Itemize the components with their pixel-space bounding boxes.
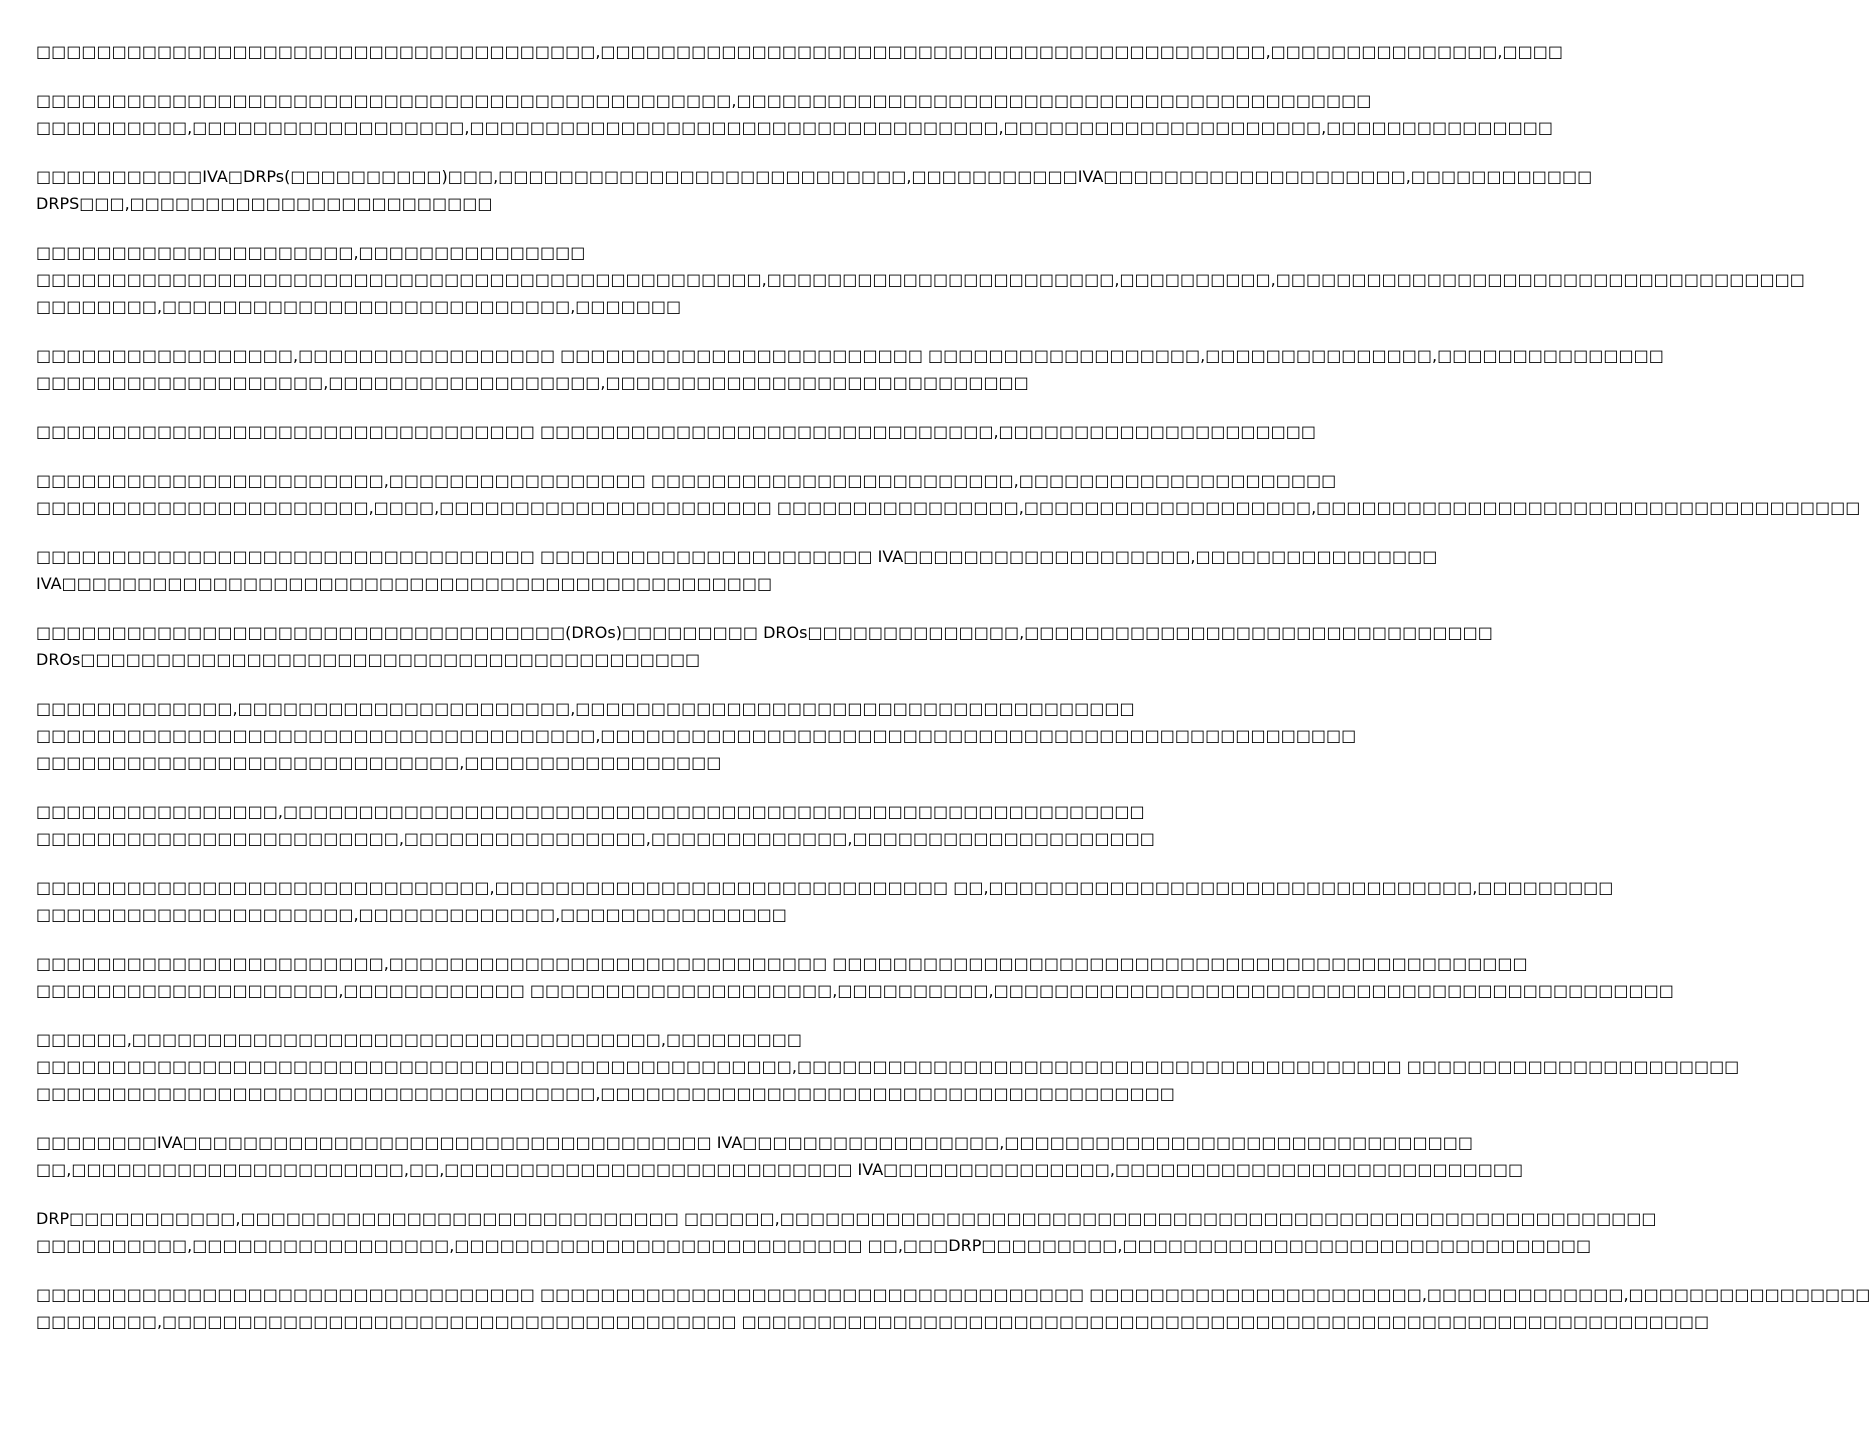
text-line: □□□□□□□□□□□□□□□□□□□□□□□□□□□□□□□□□□□□□,□□□□□□□□□□□□□□□□□□□□□□□□□□□□□□□□□□□□□□□□□□□□,□□□□□□□□□□□□□□□,□□□□ xyxy=(36,42,1563,61)
text-line: DRPS□□□,□□□□□□□□□□□□□□□□□□□□□□□□ xyxy=(36,194,493,213)
paragraph xyxy=(36,619,1493,673)
text-line: □□□□□□□□,□□□□□□□□□□□□□□□□□□□□□□□□□□□□□□□□□□□□□□ □□□□□□□□□□□□□□□□□□□□□□□□□□□□□□□□□□□□□□□□□□□□□□□□□□□□□□□□□□□□□□□□ xyxy=(36,1312,1710,1331)
paragraph xyxy=(36,543,1438,597)
text-line: □□□□□□□□□□□□□□□□□□□□,□□□□□□□□□□□□ □□□□□□□□□□□□□□□□□□□□,□□□□□□□□□□,□□□□□□□□□□□□□□□□□□□□□□□□□□□□□□□□□□□□□□□□□□□□□ xyxy=(36,981,1674,1000)
text-line: □□□□□□□□□□□□□□□□□□□□□□□□□□□□□□□□□□□□□□□□□□□□□□□□,□□□□□□□□□□□□□□□□□□□□□□□,□□□□□□□□□□,□□□□□□□□□□□□□□□□□□□□□□□□□□□□□□□□□□□ xyxy=(36,270,1805,289)
text-line: □□□□□□□□□□□□□□□□,□□□□□□□□□□□□□□□□□□□□□□□□□□□□□□□□□□□□□□□□□□□□□□□□□□□□□□□□□ xyxy=(36,802,1145,821)
paragraph xyxy=(36,467,1861,521)
paragraph xyxy=(36,1129,1524,1183)
paragraph xyxy=(36,239,1805,320)
text-line: □□□□□□□□,□□□□□□□□□□□□□□□□□□□□□□□□□□□,□□□□□□□ xyxy=(36,297,682,316)
text-line: □□□□□□□□□□□□□□□□□□□□□□□□□□□□□□□□□□□(DROs)□□□□□□□□□ DROs□□□□□□□□□□□□□□,□□□□□□□□□□□□□□□□□□□□□□□□□□□□□□□ xyxy=(36,623,1493,642)
paragraph xyxy=(36,1205,1657,1259)
paragraph xyxy=(36,950,1674,1004)
text-line: □□,□□□□□□□□□□□□□□□□□□□□□□,□□,□□□□□□□□□□□□□□□□□□□□□□□□□□□ IVA□□□□□□□□□□□□□□□,□□□□□□□□□□□□□□□□□□□□□□□□□□□ xyxy=(36,1160,1524,1179)
text-line: □□□□□□□□□□□□□□□□□□□□□□□□□□□□,□□□□□□□□□□□□□□□□□ xyxy=(36,753,722,772)
text-line: □□□□□□□□□□□□□□□□□□□□□□□□,□□□□□□□□□□□□□□□□,□□□□□□□□□□□□□,□□□□□□□□□□□□□□□□□□□□ xyxy=(36,829,1155,848)
text-line: □□□□□□□□□□□□□□□□□□□□□□□,□□□□□□□□□□□□□□□□□ □□□□□□□□□□□□□□□□□□□□□□□□,□□□□□□□□□□□□□□□□□□□□□ xyxy=(36,471,1337,490)
text-line: □□□□□□□□□□□□□□□□□,□□□□□□□□□□□□□□□□□ □□□□□□□□□□□□□□□□□□□□□□□□ □□□□□□□□□□□□□□□□□□,□□□□□□□□□□□□□□□,□□□□□□□□□□□□□□□ xyxy=(36,346,1664,365)
text-line: DROs□□□□□□□□□□□□□□□□□□□□□□□□□□□□□□□□□□□□□□□□□ xyxy=(36,650,701,669)
paragraph xyxy=(36,38,1563,65)
text-line: □□□□□□□□□□□□□,□□□□□□□□□□□□□□□□□□□□□□,□□□□□□□□□□□□□□□□□□□□□□□□□□□□□□□□□□□□□ xyxy=(36,699,1135,718)
paragraph xyxy=(36,874,1614,928)
paragraph xyxy=(36,798,1155,852)
text-line: □□□□□□□□□□□□□□□□□□□□□□□□□□□□□□□□□□□□□□□□□□□□□□,□□□□□□□□□□□□□□□□□□□□□□□□□□□□□□□□□□□□□□□□□□ xyxy=(36,91,1372,110)
paragraph xyxy=(36,342,1664,396)
text-line: □□□□□□□□IVA□□□□□□□□□□□□□□□□□□□□□□□□□□□□□□□□□□□ IVA□□□□□□□□□□□□□□□□□,□□□□□□□□□□□□□□□□□□□□□□□□□□□□□□□ xyxy=(36,1133,1474,1152)
paragraph xyxy=(36,418,1317,445)
text-line: □□□□□□□□□□□□□□□□□□□□□□□□□□□□□□□□□ □□□□□□□□□□□□□□□□□□□□□□ IVA□□□□□□□□□□□□□□□□□□□,□□□□□□□□□□□□□□□□ xyxy=(36,547,1438,566)
text-line: □□□□□□□□□□□□□□□□□□□□□□□□□□□□□□□□□□□□□,□□□□□□□□□□□□□□□□□□□□□□□□□□□□□□□□□□□□□□ xyxy=(36,1084,1175,1103)
text-line: IVA□□□□□□□□□□□□□□□□□□□□□□□□□□□□□□□□□□□□□□□□□□□□□□□ xyxy=(36,574,773,593)
text-line: □□□□□□,□□□□□□□□□□□□□□□□□□□□□□□□□□□□□□□□□□□,□□□□□□□□□ xyxy=(36,1030,803,1049)
text-line: □□□□□□□□□□□□□□□□□□□□□□□,□□□□□□□□□□□□□□□□□□□□□□□□□□□□□ □□□□□□□□□□□□□□□□□□□□□□□□□□□□□□□□□□□□□□□□□□□□□□ xyxy=(36,954,1528,973)
text-line: □□□□□□□□□□□□□□□□□□□□□,□□□□□□□□□□□□□□□ xyxy=(36,243,586,262)
text-line: □□□□□□□□□□□□□□□□□□□□□□□□□□□□□□□□□□□□□□□□□□□□□□□□□□,□□□□□□□□□□□□□□□□□□□□□□□□□□□□□□□□□□□□□□□□ □□□□□□□□□□□□□□□□□□□□□□ xyxy=(36,1057,1740,1076)
text-line: □□□□□□□□□□□□□□□□□□□□□□□□□□□□□□,□□□□□□□□□□□□□□□□□□□□□□□□□□□□□□ □□,□□□□□□□□□□□□□□□□□□□□□□□□□□□□□□□□,□□□□□□□□□ xyxy=(36,878,1614,897)
text-line: □□□□□□□□□□□□□□□□□□□□□,□□□□□□□□□□□□□,□□□□□□□□□□□□□□□ xyxy=(36,905,787,924)
paragraph xyxy=(36,87,1553,141)
text-line: □□□□□□□□□□,□□□□□□□□□□□□□□□□□□,□□□□□□□□□□□□□□□□□□□□□□□□□□□□□□□□□□□,□□□□□□□□□□□□□□□□□□□□□,□□□□□□□□□□□□□□□ xyxy=(36,118,1553,137)
paragraph xyxy=(36,163,1593,217)
text-line: □□□□□□□□□□□IVA□DRPs(□□□□□□□□□□)□□□,□□□□□□□□□□□□□□□□□□□□□□□□□□□,□□□□□□□□□□□IVA□□□□□□□□□□□□□□□□□□□□,□□□□□□□□□□□□ xyxy=(36,167,1593,186)
text-line: □□□□□□□□□□□□□□□□□□□,□□□□□□□□□□□□□□□□□□,□□□□□□□□□□□□□□□□□□□□□□□□□□□□ xyxy=(36,373,1029,392)
text-line: □□□□□□□□□□□□□□□□□□□□□□□□□□□□□□□□□□□□□,□□□□□□□□□□□□□□□□□□□□□□□□□□□□□□□□□□□□□□□□□□□□□□□□□□ xyxy=(36,726,1357,745)
paragraph xyxy=(36,695,1357,776)
text-line: DRP□□□□□□□□□□□,□□□□□□□□□□□□□□□□□□□□□□□□□□□□□ □□□□□□,□□□□□□□□□□□□□□□□□□□□□□□□□□□□□□□□□□□□□□□□□□□□□□□□□□□□□□□□□□ xyxy=(36,1209,1657,1228)
paragraph xyxy=(36,1281,1870,1335)
text-line: □□□□□□□□□□□□□□□□□□□□□□□□□□□□□□□□□ □□□□□□□□□□□□□□□□□□□□□□□□□□□□□□,□□□□□□□□□□□□□□□□□□□□□ xyxy=(36,422,1317,441)
text-line: □□□□□□□□□□□□□□□□□□□□□□,□□□□,□□□□□□□□□□□□□□□□□□□□□□ □□□□□□□□□□□□□□□□,□□□□□□□□□□□□□□□□□□□,□□□□□□□□□□□□□□□□□□□□□□□□□□□□□□□□□□□□ xyxy=(36,498,1861,517)
text-line: □□□□□□□□□□,□□□□□□□□□□□□□□□□□,□□□□□□□□□□□□□□□□□□□□□□□□□□□ □□,□□□DRP□□□□□□□□□,□□□□□□□□□□□□□□□□□□□□□□□□□□□□□□□ xyxy=(36,1236,1592,1255)
text-line: □□□□□□□□□□□□□□□□□□□□□□□□□□□□□□□□□ □□□□□□□□□□□□□□□□□□□□□□□□□□□□□□□□□□□□ □□□□□□□□□□□□□□□□□□□□□□,□□□□□□□□□□□□□,□□□□□□□□□□□□□□□□ xyxy=(36,1285,1870,1304)
paragraph xyxy=(36,1026,1740,1107)
